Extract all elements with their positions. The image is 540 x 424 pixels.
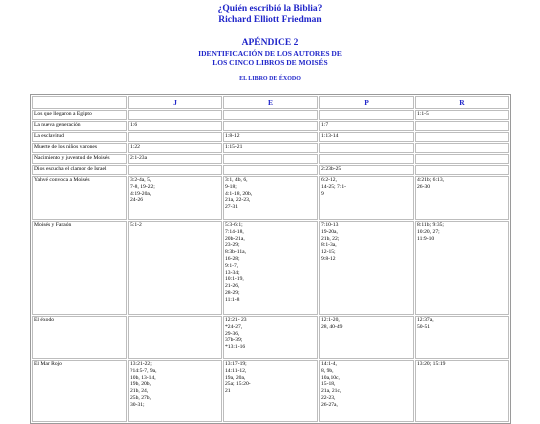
cell-j bbox=[128, 110, 222, 120]
table-row bbox=[32, 360, 509, 422]
cell-r: 13:20; 15:19 bbox=[415, 360, 509, 422]
cell-e: 1:15-21 bbox=[223, 143, 318, 153]
cell-p: 12:1-20, 28, 40-49 bbox=[319, 316, 414, 359]
cell-r bbox=[415, 165, 509, 175]
cell-j: 1:22 bbox=[128, 143, 222, 153]
cell-j bbox=[128, 132, 222, 142]
cell-e bbox=[223, 121, 318, 131]
cell-r bbox=[415, 121, 509, 131]
cell-e: 1:8-12 bbox=[223, 132, 318, 142]
cell-p: 14:1-4, 8, 9b, 10a,10c, 15-18, 21a, 21c, 22-23, 26-27a, bbox=[319, 360, 414, 422]
row-label: La nueva generación bbox=[32, 121, 127, 131]
column-header-j: J bbox=[128, 96, 222, 109]
cell-e bbox=[223, 165, 318, 175]
cell-r: 12:37a, 50-51 bbox=[415, 316, 509, 359]
table-row bbox=[32, 221, 509, 315]
cell-j: 5:1-2 bbox=[128, 221, 222, 315]
cell-e: 12:21- 23 *24-27, 29-36, 37b-39; *13:1-16 bbox=[223, 316, 318, 359]
column-header-e: E bbox=[223, 96, 318, 109]
cell-r bbox=[415, 143, 509, 153]
cell-j bbox=[128, 316, 222, 359]
cell-j: 3:2-4a, 5, 7-8, 19-22; 4:19-20a, 24-26 bbox=[128, 176, 222, 220]
cell-r bbox=[415, 132, 509, 142]
row-label: El Mar Rojo bbox=[32, 360, 127, 422]
cell-p bbox=[319, 154, 414, 164]
appendix-subtitle-line-1: IDENTIFICACIÓN DE LOS AUTORES DE bbox=[198, 49, 342, 58]
table-row bbox=[32, 165, 509, 175]
document-title: ¿Quién escribió la Biblia? bbox=[217, 4, 323, 14]
column-header-p: P bbox=[319, 96, 414, 109]
cell-e: 13:17-19; 14:11-12, 19a, 20a, 25a; 15:20- 21 bbox=[223, 360, 318, 422]
cell-e: 5:3-6:1; 7:14-18, 20b-21a, 23-29; 8:3b-11a, 16-28; 9:1-7, 13-34; 10:1-19, 21-26, 28-29; 11:1-8 bbox=[223, 221, 318, 315]
cell-p bbox=[319, 143, 414, 153]
cell-p: 1:13-14 bbox=[319, 132, 414, 142]
cell-p: 6:2-12, 14-25; 7:1- 9 bbox=[319, 176, 414, 220]
cell-p: 7:10-13 19-20a, 21b, 22; 8:1-3a, 12-15; 9:8-12 bbox=[319, 221, 414, 315]
row-label: Yahvé convoca a Moisés bbox=[32, 176, 127, 220]
appendix-subtitle-line-2: LOS CINCO LIBROS DE MOISÉS bbox=[212, 58, 328, 67]
table-row bbox=[32, 316, 509, 359]
row-label: La esclavitud bbox=[32, 132, 127, 142]
row-label: Dios escucha el clamor de Israel bbox=[32, 165, 127, 175]
table-row bbox=[32, 176, 509, 220]
table-row bbox=[32, 143, 509, 153]
cell-e bbox=[223, 110, 318, 120]
cell-e: 3:1, 4b, 6, 9-18; 4:1-18, 20b, 21a, 22-23, 27-31 bbox=[223, 176, 318, 220]
cell-j: 2:1-23a bbox=[128, 154, 222, 164]
table-row bbox=[32, 110, 509, 120]
cell-r: 1:1-5 bbox=[415, 110, 509, 120]
table-row bbox=[32, 154, 509, 164]
cell-p: 2:23b-25 bbox=[319, 165, 414, 175]
row-label: Los que llegaron a Egipto bbox=[32, 110, 127, 120]
table-row bbox=[32, 121, 509, 131]
cell-r: 8:11b; 9:35; 10:20, 27; 11:9-10 bbox=[415, 221, 509, 315]
cell-p bbox=[319, 110, 414, 120]
table-header-row bbox=[32, 96, 509, 109]
cell-r bbox=[415, 154, 509, 164]
cell-r: 4:21b; 6:13, 26-30 bbox=[415, 176, 509, 220]
row-label: Moisés y Faraón bbox=[32, 221, 127, 315]
cell-p: 1:7 bbox=[319, 121, 414, 131]
table-row bbox=[32, 132, 509, 142]
section-heading: EL LIBRO DE ÉXODO bbox=[239, 76, 301, 82]
row-label: Nacimiento y juventud de Moisés bbox=[32, 154, 127, 164]
cell-j bbox=[128, 165, 222, 175]
row-label: El éxodo bbox=[32, 316, 127, 359]
row-label: Muerte de los niños varones bbox=[32, 143, 127, 153]
cell-j: 1:6 bbox=[128, 121, 222, 131]
cell-e bbox=[223, 154, 318, 164]
document-author: Richard Elliott Friedman bbox=[218, 15, 322, 25]
cell-j: 13:21-22; ?14:5-7, 9a, 10b, 13-14, 19b, 20b, 21b, 24, 25b, 27b, 30-31; bbox=[128, 360, 222, 422]
sources-table bbox=[30, 94, 511, 424]
appendix-heading: APÉNDICE 2 bbox=[241, 38, 299, 48]
column-header-r: R bbox=[415, 96, 509, 109]
column-header-blank bbox=[32, 96, 127, 109]
